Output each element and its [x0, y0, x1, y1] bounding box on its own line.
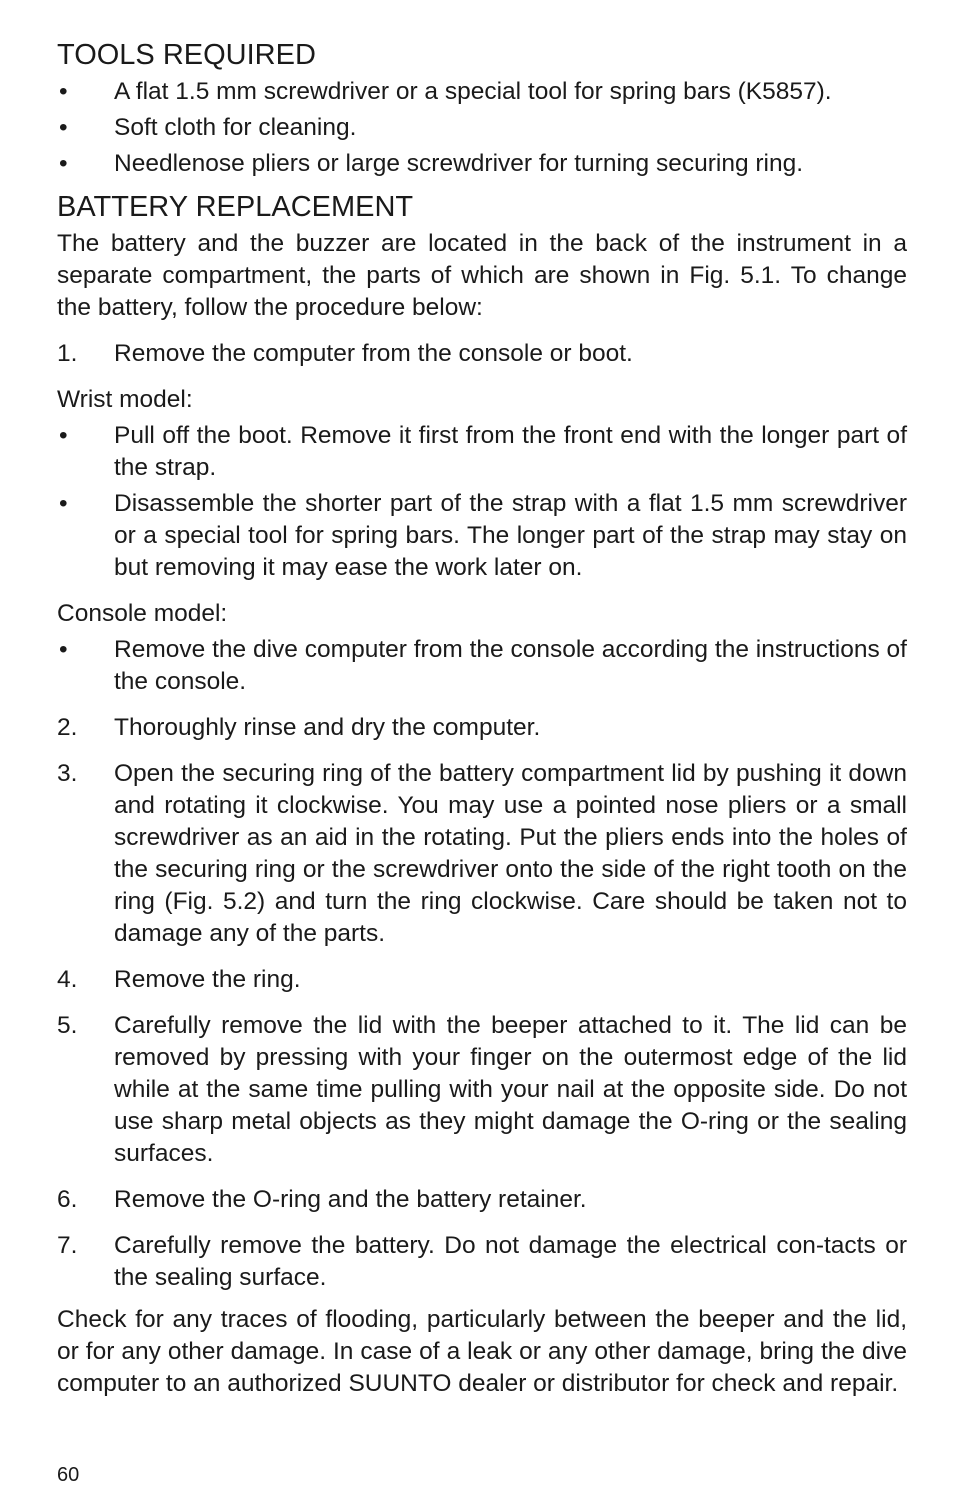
step-item	[57, 758, 907, 950]
step-number: 2.	[57, 714, 78, 741]
wrist-item-text: Disassemble the shorter part of the strap with a flat 1.5 mm screwdriver or a special tool for spring bars. The longer part of the strap may stay on but removing it may ease the work later on.	[114, 490, 907, 581]
step-item	[57, 964, 907, 996]
step-text: Carefully remove the lid with the beeper attached to it. The lid can be removed by pressing with your finger on the outermost edge of the lid while at the same time pulling with your nail at the opposite side. Do not use sharp metal objects as they might damage the O-ring or the sealing surfaces.	[114, 1012, 907, 1167]
wrist-list-item	[57, 420, 907, 484]
bullet-marker: •	[59, 636, 68, 663]
step-item	[57, 712, 907, 744]
step-text: Carefully remove the battery. Do not damage the electrical con-tacts or the sealing surface.	[114, 1232, 907, 1291]
step-text: Remove the O-ring and the battery retainer.	[114, 1186, 587, 1213]
tools-item-text: A flat 1.5 mm screwdriver or a special tool for spring bars (K5857).	[114, 78, 832, 105]
console-list-item	[57, 634, 907, 698]
step-text: Open the securing ring of the battery compartment lid by pushing it down and rotating it clockwise. You may use a pointed nose pliers or a small screwdriver as an aid in the rotating. Put the pliers ends into the holes of the securing ring or the screwdriver onto the side of the right tooth on the ring (Fig. 5.2) and turn the ring clockwise. Care should be taken not to damage any of the parts.	[114, 760, 907, 947]
step-number: 7.	[57, 1232, 78, 1259]
step-item	[57, 1184, 907, 1216]
wrist-item-text: Pull off the boot. Remove it first from the front end with the longer part of the strap.	[114, 422, 907, 481]
step-number: 4.	[57, 966, 78, 993]
bullet-marker: •	[59, 150, 68, 177]
wrist-list-item	[57, 488, 907, 584]
tools-list-item	[57, 76, 907, 108]
step-item	[57, 338, 907, 370]
battery-heading: BATTERY REPLACEMENT	[57, 191, 414, 223]
console-model-label: Console model:	[57, 600, 228, 627]
tools-item-text: Needlenose pliers or large screwdriver for turning securing ring.	[114, 150, 804, 177]
wrist-model-label: Wrist model:	[57, 386, 193, 413]
battery-intro: The battery and the buzzer are located in the back of the instrument in a separate compartment, the parts of which are shown in Fig. 5.1. To change the battery, follow the procedure below:	[57, 230, 907, 321]
console-item-text: Remove the dive computer from the console according the instructions of the console.	[114, 636, 907, 695]
step-number: 6.	[57, 1186, 78, 1213]
bullet-marker: •	[59, 422, 68, 449]
step-number: 1.	[57, 340, 78, 367]
bullet-marker: •	[59, 490, 68, 517]
closing-paragraph: Check for any traces of flooding, particularly between the beeper and the lid, or for any other damage. In case of a leak or any other damage, bring the dive computer to an authorized SUUNTO dealer or distributor for check and repair.	[57, 1306, 907, 1397]
bullet-marker: •	[59, 78, 68, 105]
bullet-marker: •	[59, 114, 68, 141]
tools-heading: TOOLS REQUIRED	[57, 39, 316, 71]
step-number: 5.	[57, 1012, 78, 1039]
tools-list-item	[57, 112, 907, 144]
step-item	[57, 1010, 907, 1170]
page-number: 60	[57, 1464, 80, 1486]
step-text: Remove the computer from the console or boot.	[114, 340, 633, 367]
document-page	[57, 38, 907, 1400]
step-number: 3.	[57, 760, 78, 787]
step-text: Remove the ring.	[114, 966, 301, 993]
tools-list-item	[57, 148, 907, 180]
tools-item-text: Soft cloth for cleaning.	[114, 114, 357, 141]
step-text: Thoroughly rinse and dry the computer.	[114, 714, 541, 741]
step-item	[57, 1230, 907, 1294]
